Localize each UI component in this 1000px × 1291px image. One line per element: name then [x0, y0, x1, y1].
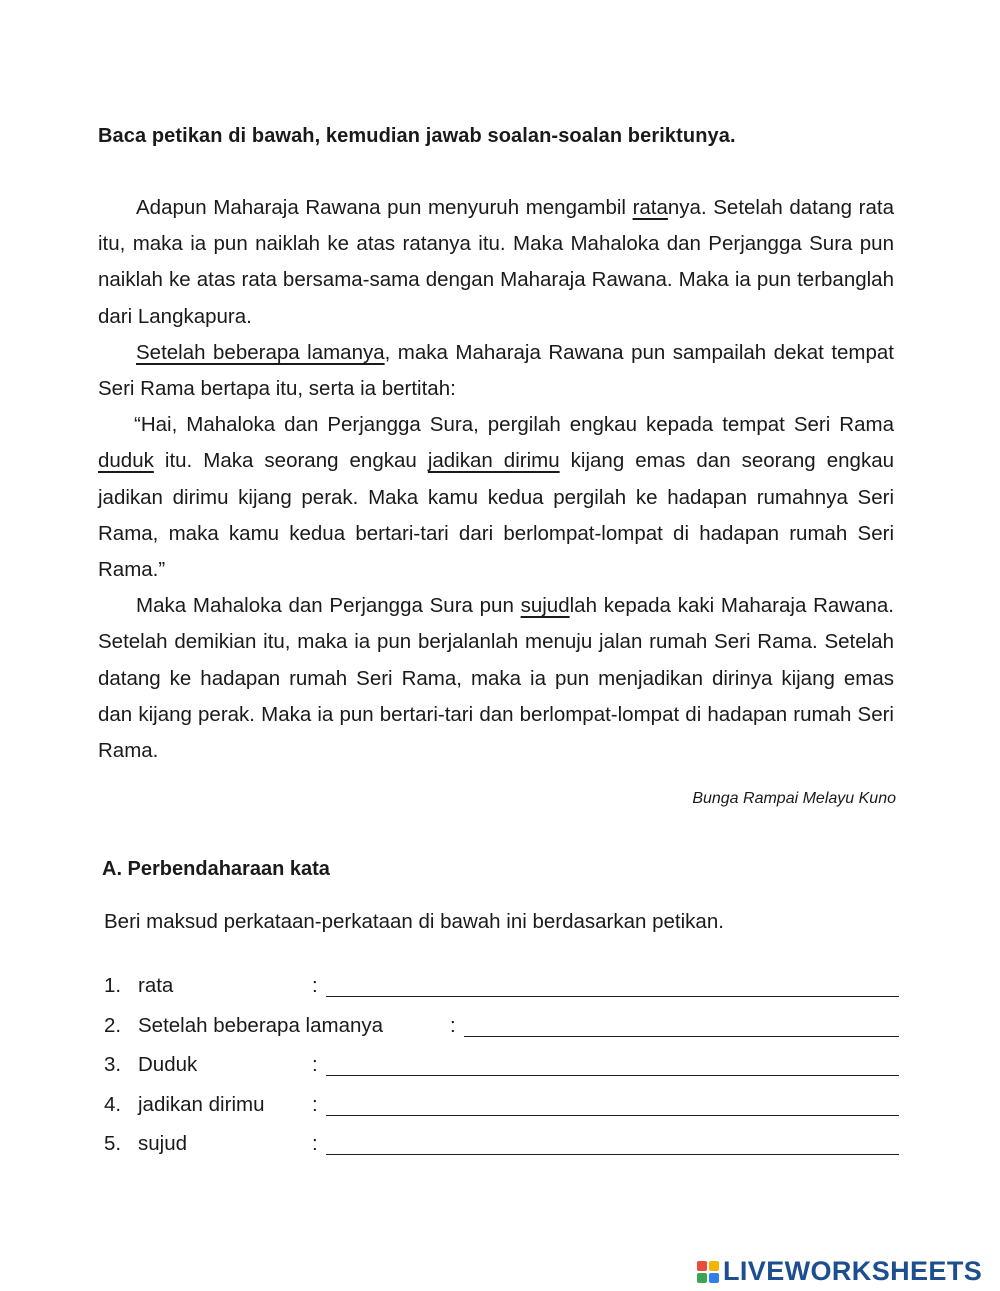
underlined-word-duduk: duduk [98, 449, 154, 473]
passage-source: Bunga Rampai Melayu Kuno [692, 790, 896, 807]
item-colon: : [450, 1013, 456, 1037]
vocab-item-4 [104, 1087, 899, 1127]
underlined-word-rata: rata [632, 196, 668, 219]
answer-line-2[interactable] [464, 1036, 899, 1037]
answer-line-4[interactable] [326, 1115, 899, 1116]
passage-paragraph-3: “Hai, Mahaloka dan Perjangga Sura, pergilah engkau kepada tempat Seri Rama duduk itu. Maka seorang engkau jadikan dirimu kijang emas dan seorang engkau jadikan dirimu kijang perak. Maka kamu kedua pergilah ke hadapan rumahnya Seri Rama, maka kamu kedua bertari-tari dari berlompat-lompat di hadapan rumah Seri Rama.” [98, 413, 894, 582]
vocab-item-1 [104, 968, 899, 1008]
item-colon: : [312, 974, 318, 997]
section-a-heading: A. Perbendaharaan kata [102, 858, 330, 880]
item-number: 5. [104, 1132, 122, 1155]
passage-paragraph-4: Maka Mahaloka dan Perjangga Sura pun sujudlah kepada kaki Maharaja Rawana. Setelah demikian itu, maka ia pun berjalanlah menuju jalan rumah Seri Rama. Setelah datang ke hadapan rumah Seri Rama, maka ia pun menjadikan dirinya kijang emas dan kijang perak. Maka ia pun bertari-tari dan berlompat-lompat di hadapan rumah Seri Rama. [98, 594, 894, 763]
item-number: 4. [104, 1092, 122, 1116]
answer-line-3[interactable] [326, 1075, 899, 1076]
vocab-item-5 [104, 1126, 899, 1166]
section-a-instruction: Beri maksud perkataan-perkataan di bawah ini berdasarkan petikan. [104, 910, 724, 933]
item-colon: : [312, 1132, 318, 1155]
item-number: 1. [104, 974, 122, 997]
answer-line-1[interactable] [326, 996, 899, 997]
instructions-title: Baca petikan di bawah, kemudian jawab soalan-soalan beriktunya. [98, 125, 736, 147]
passage-paragraph-2: Setelah beberapa lamanya, maka Maharaja Rawana pun sampailah dekat tempat Seri Rama bertapa itu, serta ia bertitah: [98, 340, 894, 401]
answer-line-5[interactable] [326, 1154, 899, 1155]
underlined-phrase-jadikan-dirimu: jadikan dirimu [427, 449, 560, 473]
underlined-phrase-setelah-beberapa-lamanya: Setelah beberapa lamanya [136, 340, 385, 364]
vocabulary-list [104, 968, 899, 1166]
vocab-item-3 [104, 1047, 899, 1087]
underlined-word-sujud: sujud [520, 594, 570, 618]
reading-passage [98, 190, 894, 769]
liveworksheets-logo-icon [697, 1261, 719, 1283]
item-number: 2. [104, 1013, 122, 1037]
item-word: Setelah beberapa lamanya [138, 1013, 384, 1037]
passage-paragraph-1: Adapun Maharaja Rawana pun menyuruh mengambil ratanya. Setelah datang rata itu, maka ia pun naiklah ke atas ratanya itu. Maka Mahaloka dan Perjangga Sura pun naiklah ke atas rata bersama-sama dengan Maharaja Rawana. Maka ia pun terbanglah dari Langkapura. [98, 196, 894, 328]
item-colon: : [312, 1092, 318, 1116]
item-word: rata [138, 974, 174, 997]
item-word: jadikan dirimu [138, 1092, 265, 1116]
vocab-item-2 [104, 1008, 899, 1048]
item-word: Duduk [138, 1053, 198, 1076]
item-word: sujud [138, 1132, 188, 1155]
liveworksheets-logo [697, 1256, 982, 1287]
logo-text: LIVEWORKSHEETS [723, 1256, 983, 1286]
item-colon: : [312, 1053, 318, 1076]
item-number: 3. [104, 1053, 122, 1076]
